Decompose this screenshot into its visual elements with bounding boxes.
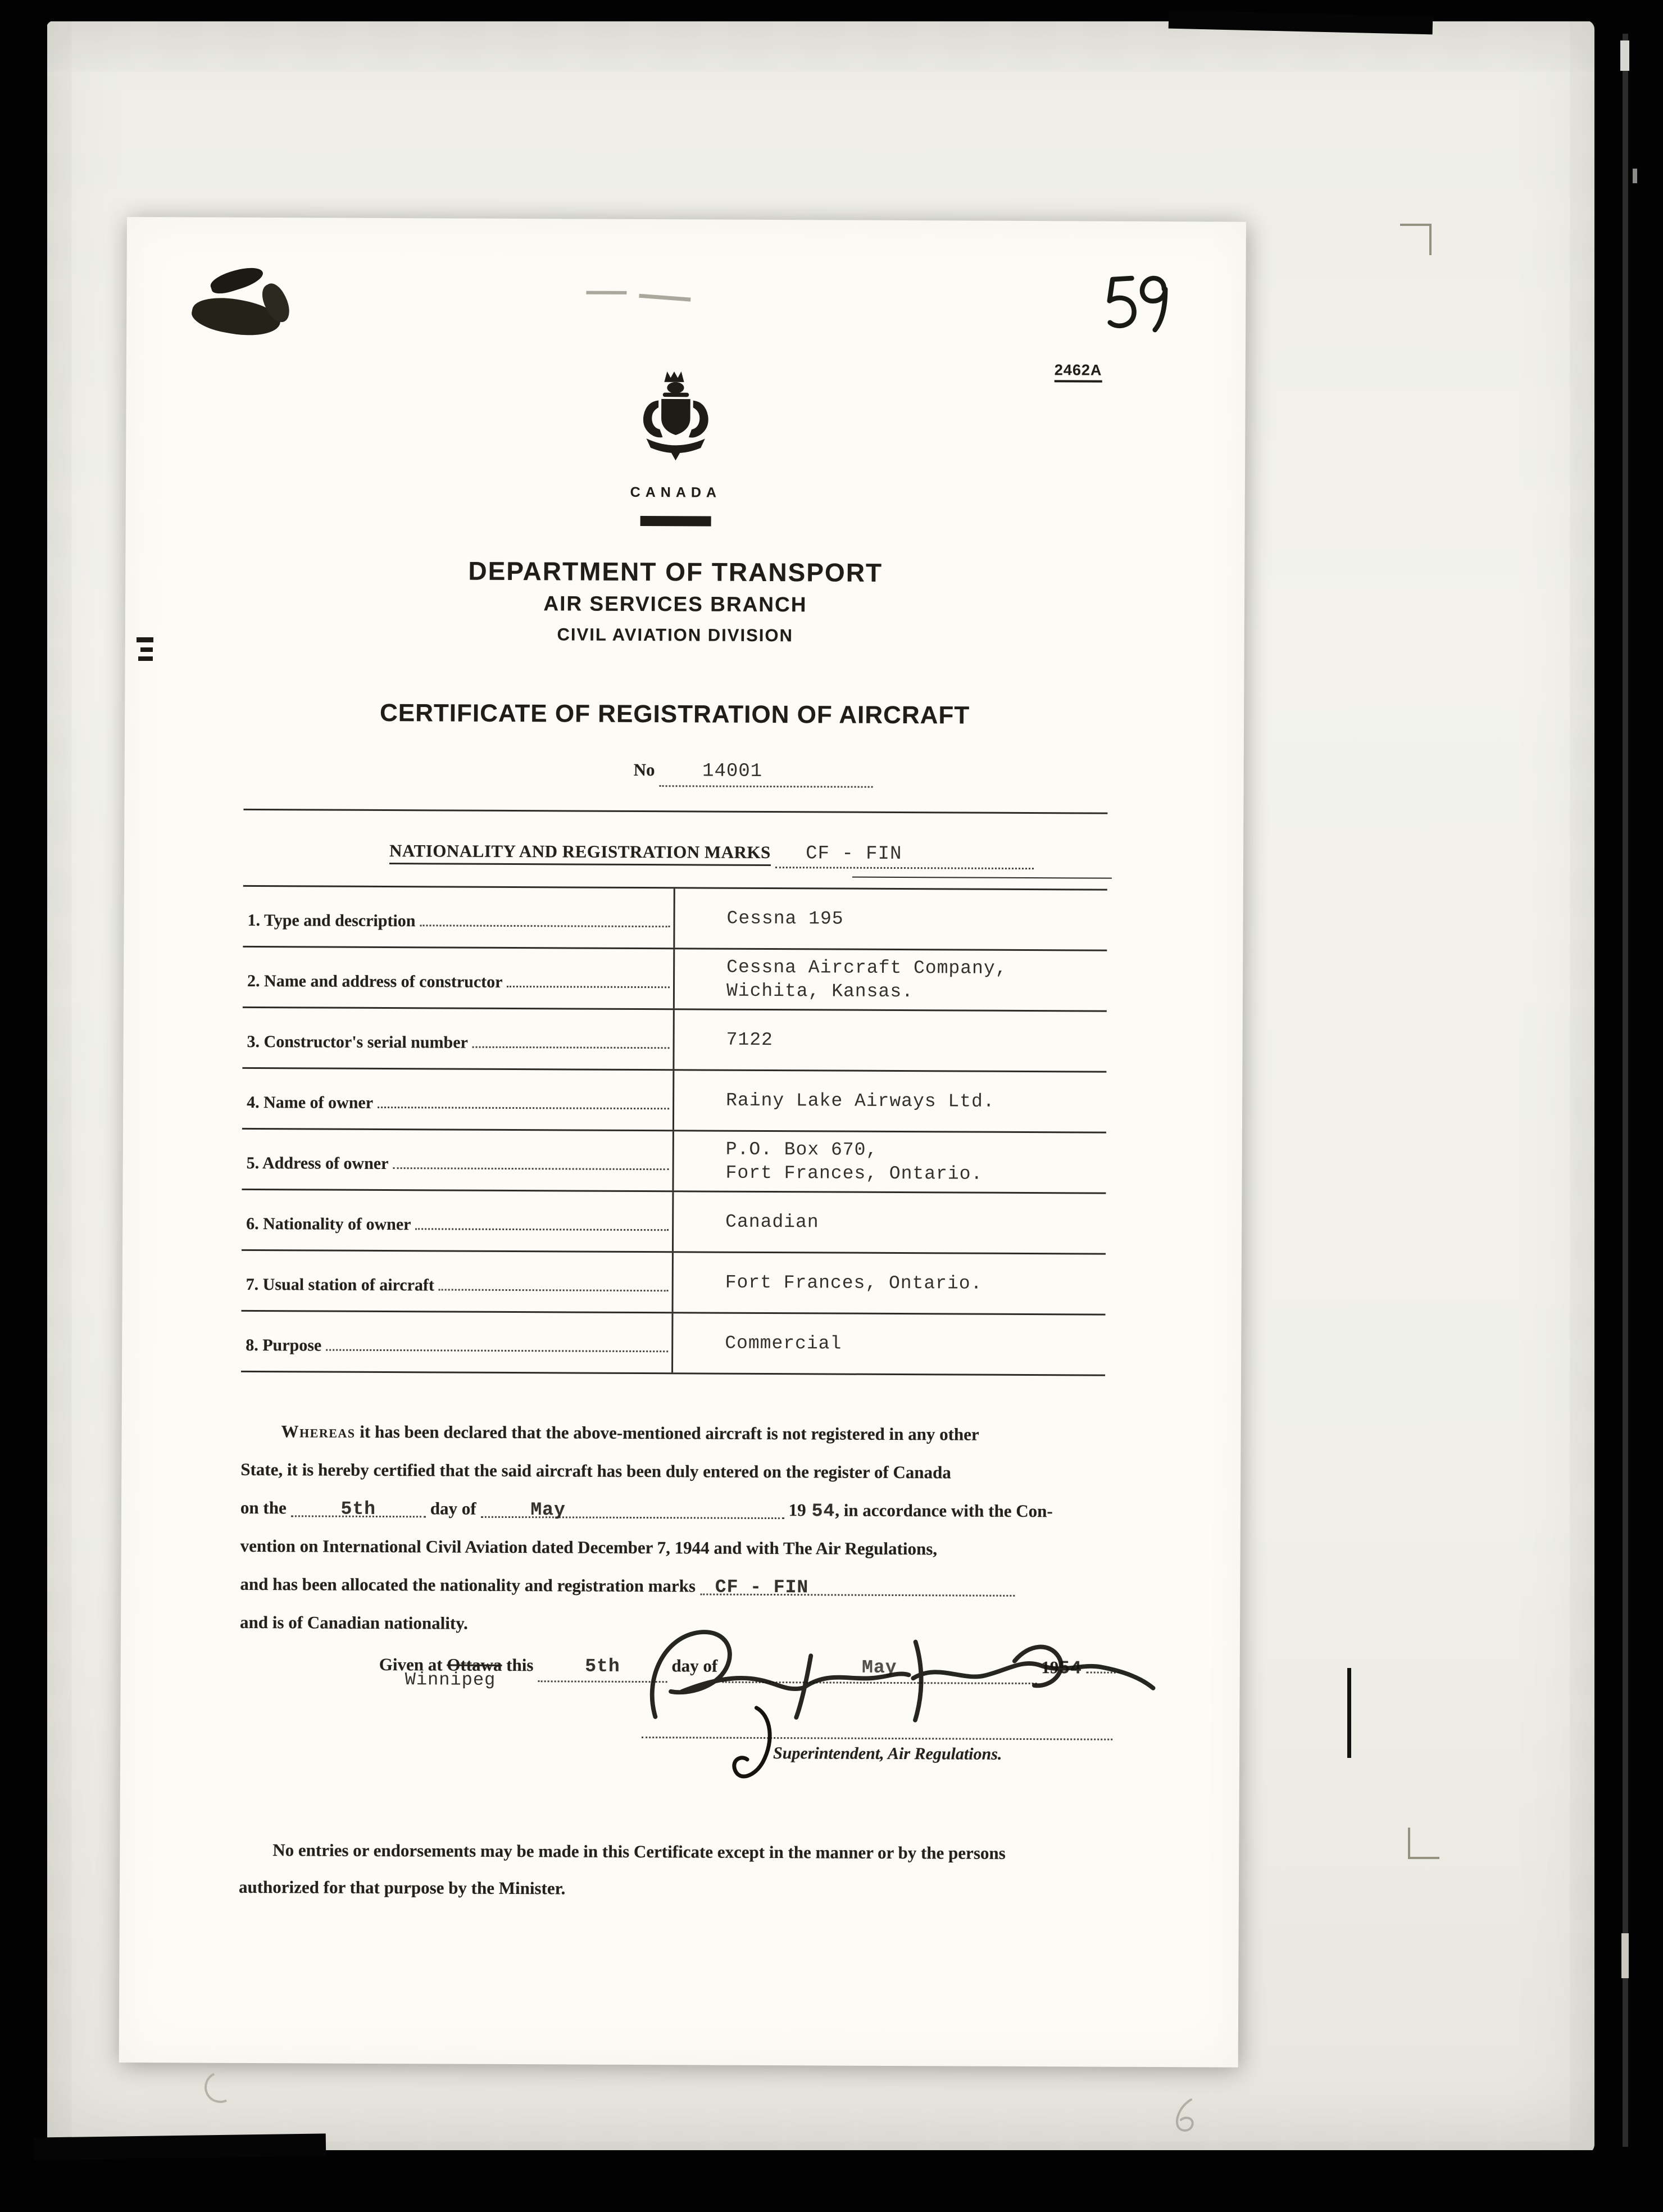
row-value: Canadian <box>725 1211 819 1232</box>
stray-vertical-mark <box>1347 1668 1351 1758</box>
film-strip-line <box>1623 34 1628 2147</box>
row-label: Name of owner <box>263 1093 374 1112</box>
row-number: 3. <box>247 1032 260 1051</box>
given-at-text: Given at <box>379 1654 447 1675</box>
department-title: DEPARTMENT OF TRANSPORT <box>468 556 883 587</box>
year-printed: 19 <box>788 1500 806 1520</box>
row-number: 8. <box>246 1335 258 1355</box>
declaration-text: State, it is hereby certified that the said aircraft has been duly entered on the register of Canada <box>240 1459 951 1483</box>
table-row <box>242 1008 1106 1073</box>
given-month: May <box>861 1657 897 1679</box>
row-label: Constructor's serial number <box>263 1032 468 1052</box>
divider-rule <box>243 809 1107 814</box>
row-label: Purpose <box>262 1336 322 1355</box>
declaration-text: vention on International Civil Aviation dated December 7, 1944 and with The Air Regulations, <box>240 1535 938 1559</box>
country-label: CANADA <box>630 484 722 501</box>
tape-stain <box>208 262 266 297</box>
scan-border-right <box>1594 0 1663 2212</box>
row-label: Name and address of constructor <box>263 972 503 991</box>
entered-month: May <box>530 1499 566 1521</box>
row-number: 7. <box>246 1275 259 1294</box>
registration-details-table <box>241 885 1107 1376</box>
city-printed-struck: Ottawa <box>447 1655 502 1675</box>
dotted-leader <box>393 1167 669 1170</box>
division-title: CIVIL AVIATION DIVISION <box>557 624 794 646</box>
row-value: Fort Frances, Ontario. <box>725 1272 983 1294</box>
allocated-marks: CF - FIN <box>715 1576 809 1598</box>
certificate-paper <box>119 217 1246 2068</box>
city-typed: Winnipeg <box>405 1669 496 1690</box>
crop-mark <box>1400 224 1432 255</box>
dotted-leader <box>472 1046 670 1049</box>
registration-marks-line <box>389 841 1038 869</box>
entered-day: 5th <box>340 1498 376 1520</box>
declaration-text: , in accordance with the Con- <box>835 1500 1053 1521</box>
handwritten-page-number <box>1105 270 1178 337</box>
canada-coat-of-arms-icon <box>626 366 726 477</box>
row-number: 6. <box>246 1214 259 1234</box>
row-number: 5. <box>246 1153 260 1173</box>
declaration-text: and is of Canadian nationality. <box>240 1612 468 1633</box>
edge-ink-mark <box>138 656 153 661</box>
this-word: this <box>502 1655 534 1675</box>
row-value: 7122 <box>726 1029 773 1050</box>
row-value: Cessna 195 <box>726 908 844 930</box>
film-strip-notch <box>1620 40 1629 71</box>
dotted-leader <box>439 1289 669 1291</box>
film-strip-notch <box>1621 1933 1629 1978</box>
row-value: Commercial <box>725 1332 842 1354</box>
entered-year: 54 <box>811 1501 835 1522</box>
pencil-mark <box>586 291 626 294</box>
film-strip-notch <box>1633 169 1637 183</box>
footer-line: No entries or endorsements may be made in this Certificate except in the manner or by the persons <box>272 1840 1006 1863</box>
scan-border-left <box>0 0 47 2212</box>
row-label: Address of owner <box>262 1154 389 1173</box>
table-row <box>241 1312 1105 1376</box>
given-year-typed: 54 <box>1058 1658 1082 1679</box>
certificate-title: CERTIFICATE OF REGISTRATION OF AIRCRAFT <box>379 699 970 729</box>
row-label: Type and description <box>263 911 416 931</box>
given-day: 5th <box>585 1656 620 1677</box>
scan-border-bottom <box>0 2150 1663 2212</box>
edge-ink-mark <box>140 647 153 652</box>
registration-marks-label: NATIONALITY AND REGISTRATION MARKS <box>389 841 771 866</box>
signature-handwriting <box>629 1607 1180 1756</box>
row-value: P.O. Box 670, Fort Frances, Ontario. <box>725 1139 983 1185</box>
certificate-number-label: No <box>633 759 655 780</box>
row-label: Nationality of owner <box>263 1214 411 1234</box>
dotted-leader <box>420 924 670 927</box>
registration-marks-value: CF - FIN <box>806 843 902 865</box>
header-bar <box>640 516 711 527</box>
table-row <box>243 948 1107 1012</box>
faint-pencil-digit <box>1169 2096 1202 2136</box>
certificate-number-line <box>634 760 878 788</box>
edge-ink-mark <box>137 637 153 642</box>
declaration-text: day of <box>430 1498 476 1519</box>
marks-underline <box>852 877 1112 879</box>
row-label: Usual station of aircraft <box>262 1275 435 1295</box>
whereas-word: Whereas <box>281 1421 356 1442</box>
certificate-number-value: 14001 <box>702 760 763 782</box>
dotted-leader <box>378 1107 669 1109</box>
declaration-text: it has been declared that the above-mentioned aircraft is not registered in any other <box>355 1421 979 1444</box>
row-value: Cessna Aircraft Company, Wichita, Kansas. <box>726 957 1007 1002</box>
border-irregularity <box>34 2133 326 2160</box>
given-year-printed: 19 <box>1041 1657 1059 1678</box>
row-number: 4. <box>247 1093 260 1112</box>
table-row <box>242 1069 1106 1134</box>
table-row <box>242 1130 1106 1194</box>
dotted-leader <box>326 1349 668 1353</box>
footer-note <box>239 1832 1116 1910</box>
row-number: 2. <box>247 971 260 991</box>
row-number: 1. <box>247 910 261 930</box>
form-number: 2462A <box>1055 361 1102 382</box>
dotted-leader <box>507 986 670 988</box>
dotted-leader <box>415 1228 669 1231</box>
branch-title: AIR SERVICES BRANCH <box>543 592 807 617</box>
declaration-text: on the <box>240 1497 287 1518</box>
declaration-text: and has been allocated the nationality and registration marks <box>240 1574 696 1596</box>
crop-mark <box>1408 1828 1439 1859</box>
signature-role: Superintendent, Air Regulations. <box>773 1744 1002 1764</box>
table-row <box>243 887 1107 951</box>
footer-line: authorized for that purpose by the Minister. <box>238 1876 566 1898</box>
table-row <box>242 1190 1106 1255</box>
row-value: Rainy Lake Airways Ltd. <box>726 1090 995 1112</box>
pencil-mark <box>639 294 690 302</box>
table-row <box>242 1251 1106 1316</box>
day-of-text: day of <box>671 1656 718 1676</box>
